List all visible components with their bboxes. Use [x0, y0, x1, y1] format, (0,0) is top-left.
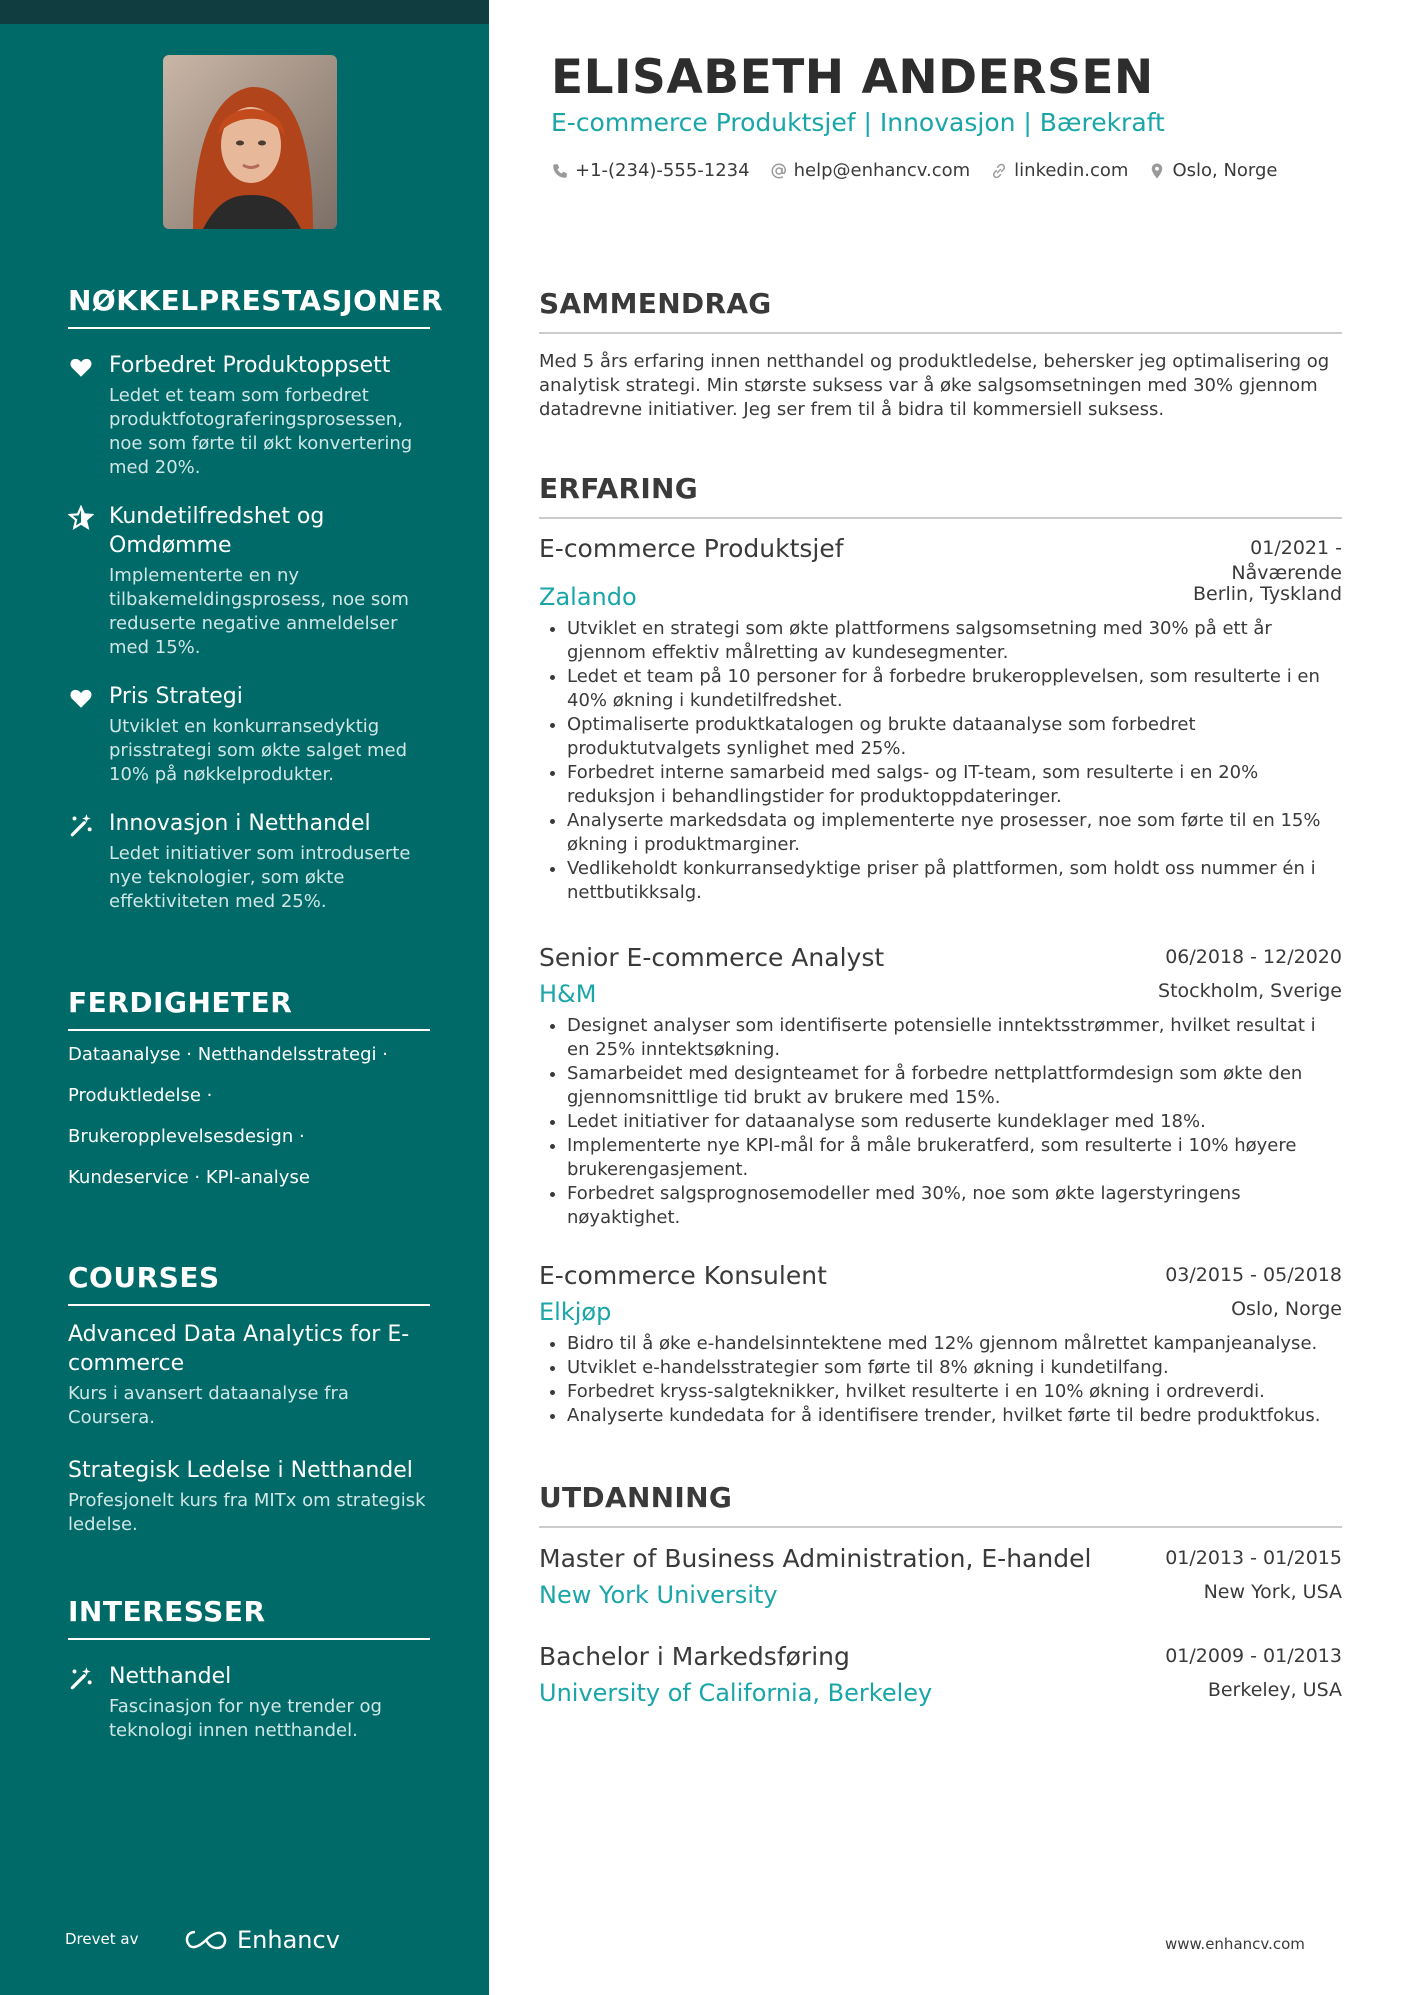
sidebar	[0, 0, 489, 1995]
skills-section	[68, 986, 430, 1207]
contact-phone[interactable]	[551, 160, 750, 181]
school-location: New York, USA	[1203, 1581, 1342, 1603]
education-entry	[539, 1641, 1342, 1709]
job-title: E-commerce Produktsjef	[539, 534, 844, 563]
achievement-item	[68, 502, 430, 660]
achievement-desc: Ledet et team som forbedret produktfotograferingsprosessen, noe som førte til økt konvertering med 20%.	[109, 385, 413, 478]
at-sign-icon	[770, 162, 788, 180]
job-entry	[539, 942, 1342, 1230]
course-desc: Profesjonelt kurs fra MITx om strategisk ledelse.	[68, 1490, 426, 1535]
achievement-item	[68, 809, 430, 914]
job-location: Berlin, Tyskland	[1192, 583, 1342, 605]
brand-name: Enhancv	[237, 1926, 340, 1954]
interest-desc: Fascinasjon for nye trender og teknologi innen netthandel.	[109, 1696, 382, 1741]
degree-title: Bachelor i Markedsføring	[539, 1642, 850, 1671]
school-location: Berkeley, USA	[1207, 1679, 1342, 1701]
bullet-item: • Bidro til å øke e-handelsinntektene med 12% gjennom målrettet kampanjeanalyse.	[567, 1332, 1342, 1356]
achievement-desc: Utviklet en konkurransedyktig prisstrategi som økte salget med 10% på nøkkelprodukter.	[109, 716, 408, 785]
school-name: University of California, Berkeley	[539, 1679, 933, 1707]
skill-line: Brukeropplevelsesdesign ·	[68, 1126, 305, 1147]
location-pin-icon	[1148, 162, 1166, 180]
skills-title: FERDIGHETER	[68, 986, 430, 1031]
course-title: Strategisk Ledelse i Netthandel	[68, 1458, 413, 1483]
education-entry	[539, 1543, 1342, 1611]
school-name: New York University	[539, 1581, 778, 1609]
candidate-name: ELISABETH ANDERSEN	[551, 50, 1154, 105]
interest-item	[68, 1662, 430, 1743]
job-date-start: 01/2021 -	[1250, 537, 1342, 559]
enhancv-logo[interactable]	[183, 1926, 340, 1954]
heart-icon	[68, 685, 94, 711]
job-date: 03/2015 - 05/2018	[1165, 1264, 1342, 1286]
job-location: Oslo, Norge	[1231, 1298, 1342, 1320]
job-entry	[539, 533, 1342, 905]
achievements-section	[68, 284, 444, 914]
bullet-item: • Vedlikeholdt konkurransedyktige priser på plattformen, som holdt oss nummer én i nettbutikksalg.	[567, 857, 1342, 905]
bullet-item: • Ledet initiativer for dataanalyse som reduserte kundeklager med 18%.	[567, 1110, 1342, 1134]
courses-title: COURSES	[68, 1261, 430, 1306]
bullet-item: • Forbedret kryss-salgteknikker, hvilket resulterte i en 10% økning i ordreverdi.	[567, 1380, 1342, 1404]
job-entry	[539, 1260, 1342, 1428]
achievement-title: Innovasjon i Netthandel	[109, 811, 371, 836]
job-date	[1231, 533, 1342, 586]
bullet-item: • Forbedret salgsprognosemodeller med 30%, noe som økte lagerstyringens nøyaktighet.	[567, 1182, 1342, 1230]
interests-section	[68, 1595, 430, 1743]
skills-list	[68, 1043, 430, 1190]
skill-line: Produktledelse ·	[68, 1085, 213, 1106]
course-desc: Kurs i avansert dataanalyse fra Coursera.	[68, 1383, 349, 1428]
bullet-item: • Analyserte markedsdata og implementerte nye prosesser, noe som førte til en 15% økning i produktmarginer.	[567, 809, 1342, 857]
education-date: 01/2013 - 01/2015	[1165, 1547, 1342, 1569]
achievement-desc: Implementerte en ny tilbakemeldingsprosess, noe som reduserte negative anmeldelser med 15%.	[109, 565, 409, 658]
interests-title: INTERESSER	[68, 1595, 430, 1640]
bullet-item: • Implementerte nye KPI-mål for å måle brukeratferd, som resulterte i 10% høyere brukerengasjement.	[567, 1134, 1342, 1182]
achievement-title: Forbedret Produktoppsett	[109, 353, 391, 378]
interest-title: Netthandel	[109, 1664, 232, 1689]
course-item	[68, 1320, 430, 1430]
achievement-title: Kundetilfredshet og Omdømme	[109, 504, 325, 558]
link-icon	[990, 162, 1008, 180]
company-name: H&M	[539, 980, 597, 1008]
phone-icon	[551, 162, 569, 180]
job-date-end: Nåværende	[1231, 562, 1342, 584]
linkedin-text: linkedin.com	[1014, 160, 1129, 181]
tagline: E-commerce Produktsjef | Innovasjon | Bærekraft	[551, 108, 1165, 137]
bullet-item: • Designet analyser som identifiserte potensielle inntektsstrømmer, hvilket resultat i en 25% inntektsøkning.	[567, 1014, 1342, 1062]
job-title: E-commerce Konsulent	[539, 1261, 827, 1290]
contact-email[interactable]	[770, 160, 971, 181]
company-name: Zalando	[539, 583, 637, 611]
skill-line: Kundeservice · KPI-analyse	[68, 1167, 310, 1188]
star-icon	[68, 505, 94, 531]
powered-by-label: Drevet av	[65, 1930, 139, 1948]
achievement-desc: Ledet initiativer som introduserte nye teknologier, som økte effektiviteten med 25%.	[109, 843, 411, 912]
course-item	[68, 1456, 430, 1537]
summary-title: SAMMENDRAG	[539, 287, 1342, 334]
phone-text: +1-(234)-555-1234	[575, 160, 750, 181]
achievement-title: Pris Strategi	[109, 684, 243, 709]
job-title: Senior E-commerce Analyst	[539, 943, 885, 972]
profile-photo	[163, 55, 337, 229]
bullet-item: • Forbedret interne samarbeid med salgs- og IT-team, som resulterte i en 20% reduksjon i behandlingstider for produktoppdateringer.	[567, 761, 1342, 809]
heart-icon	[68, 354, 94, 380]
achievements-title: NØKKELPRESTASJONER	[68, 284, 430, 329]
sidebar-top-bar	[0, 0, 489, 24]
education-date: 01/2009 - 01/2013	[1165, 1645, 1342, 1667]
bullet-item: • Analyserte kundedata for å identifisere trender, hvilket førte til bedre produktfokus.	[567, 1404, 1342, 1428]
job-date: 06/2018 - 12/2020	[1165, 946, 1342, 968]
magic-wand-icon	[68, 812, 94, 838]
contact-location	[1148, 160, 1277, 181]
bullet-item: • Samarbeidet med designteamet for å forbedre nettplattformdesign som økte den gjennomsnittlige tid brukt av brukere med 15%.	[567, 1062, 1342, 1110]
skill-line: Dataanalyse · Netthandelsstrategi ·	[68, 1044, 388, 1065]
footer-url[interactable]: www.enhancv.com	[1165, 1935, 1305, 1953]
job-bullets	[539, 617, 1342, 905]
achievement-item	[68, 351, 430, 480]
infinity-logo-icon	[183, 1928, 229, 1952]
courses-section	[68, 1261, 430, 1537]
course-title: Advanced Data Analytics for E-commerce	[68, 1322, 410, 1376]
magic-wand-icon	[68, 1665, 94, 1691]
bullet-item: • Optimaliserte produktkatalogen og brukte dataanalyse som forbedret produktutvalgets synlighet med 25%.	[567, 713, 1342, 761]
bullet-item: • Utviklet e-handelsstrategier som førte til 8% økning i kundetilfang.	[567, 1356, 1342, 1380]
bullet-item: • Utviklet en strategi som økte plattformens salgsomsetning med 30% på ett år gjennom effektiv målretting av kundesegmenter.	[567, 617, 1342, 665]
location-text: Oslo, Norge	[1172, 160, 1278, 181]
degree-title: Master of Business Administration, E-handel	[539, 1544, 1092, 1573]
job-bullets	[539, 1014, 1342, 1230]
bullet-item: • Ledet et team på 10 personer for å forbedre brukeropplevelsen, som resulterte i en 40% økning i kundetilfredshet.	[567, 665, 1342, 713]
summary-text: Med 5 års erfaring innen netthandel og produktledelse, behersker jeg optimalisering og analytisk strategi. Min største suksess var å øke salgsomsetningen med 30% gjennom datadrevne initiativer. Jeg ser frem til å bidra til kommersiell suksess.	[539, 351, 1330, 420]
education-title: UTDANNING	[539, 1481, 1342, 1528]
achievement-item	[68, 682, 430, 787]
email-text: help@enhancv.com	[793, 160, 971, 181]
job-bullets	[539, 1332, 1342, 1428]
experience-title: ERFARING	[539, 472, 1342, 519]
contact-bar	[551, 160, 1278, 181]
job-location: Stockholm, Sverige	[1158, 980, 1342, 1002]
company-name: Elkjøp	[539, 1298, 612, 1326]
contact-linkedin[interactable]	[990, 160, 1128, 181]
